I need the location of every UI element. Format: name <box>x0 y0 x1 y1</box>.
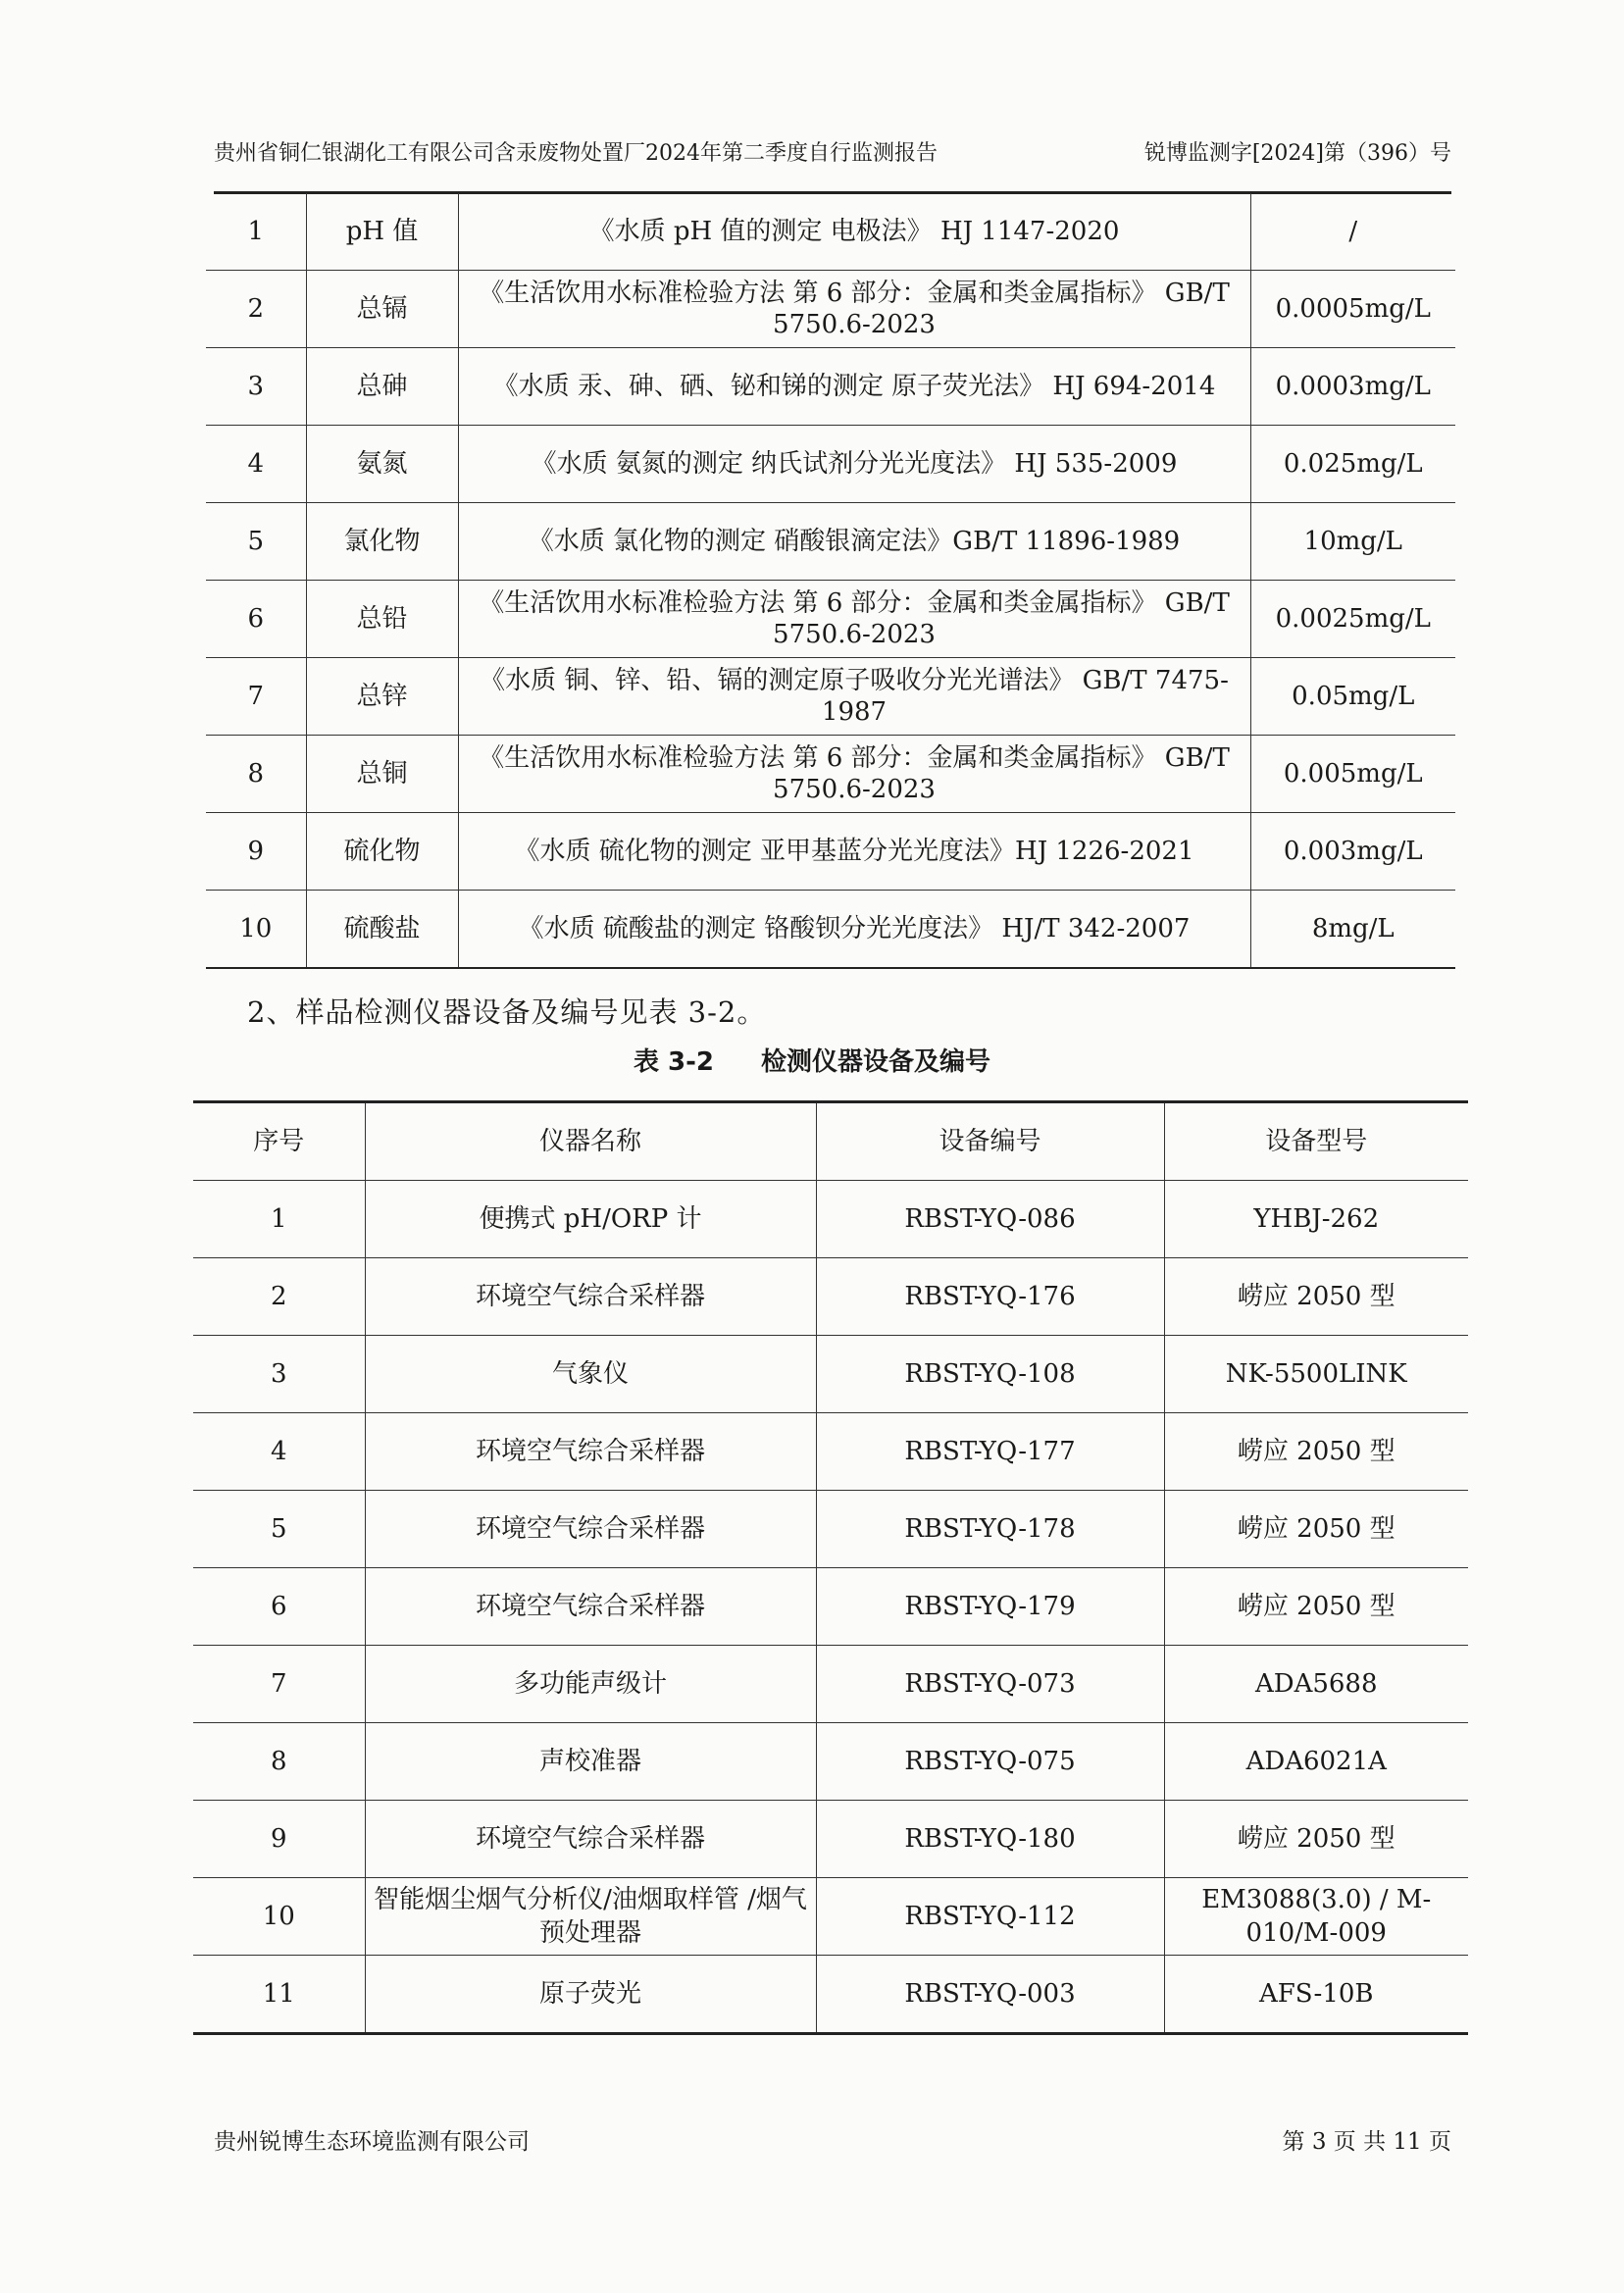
cell-method: 《水质 氯化物的测定 硝酸银滴定法》GB/T 11896-1989 <box>458 503 1250 581</box>
table-row <box>206 348 1455 426</box>
cell-no: 2 <box>193 1258 365 1336</box>
cell-limit: 0.0005mg/L <box>1250 271 1455 348</box>
cell-code: RBST-YQ-178 <box>816 1491 1164 1568</box>
cell-no: 4 <box>193 1413 365 1491</box>
cell-no: 7 <box>193 1646 365 1723</box>
header-cell: 设备型号 <box>1164 1102 1468 1181</box>
cell-limit: 0.005mg/L <box>1250 736 1455 813</box>
cell-model: AFS-10B <box>1164 1956 1468 2034</box>
table-row <box>193 1878 1468 1956</box>
cell-code: RBST-YQ-180 <box>816 1801 1164 1878</box>
table-row <box>193 1801 1468 1878</box>
cell-method: 《水质 硫化物的测定 亚甲基蓝分光光度法》HJ 1226-2021 <box>458 813 1250 891</box>
cell-item: 氯化物 <box>306 503 458 581</box>
cell-no: 5 <box>206 503 306 581</box>
cell-no: 1 <box>193 1181 365 1258</box>
cell-no: 6 <box>193 1568 365 1646</box>
cell-item: 总砷 <box>306 348 458 426</box>
cell-name: 智能烟尘烟气分析仪/油烟取样管 /烟气预处理器 <box>365 1878 816 1956</box>
table-row <box>206 426 1455 503</box>
cell-name: 多功能声级计 <box>365 1646 816 1723</box>
cell-name: 环境空气综合采样器 <box>365 1491 816 1568</box>
cell-no: 4 <box>206 426 306 503</box>
cell-method: 《生活饮用水标准检验方法 第 6 部分：金属和类金属指标》 GB/T 5750.6-2023 <box>458 736 1250 813</box>
cell-name: 环境空气综合采样器 <box>365 1413 816 1491</box>
table-row <box>193 1413 1468 1491</box>
cell-code: RBST-YQ-108 <box>816 1336 1164 1413</box>
table-row <box>206 658 1455 736</box>
cell-no: 3 <box>193 1336 365 1413</box>
cell-method: 《水质 铜、锌、铅、镉的测定原子吸收分光光谱法》 GB/T 7475-1987 <box>458 658 1250 736</box>
report-number: 锐博监测字[2024]第（396）号 <box>1143 141 1451 166</box>
cell-method: 《水质 pH 值的测定 电极法》 HJ 1147-2020 <box>458 193 1250 271</box>
header-cell: 序号 <box>193 1102 365 1181</box>
cell-method: 《生活饮用水标准检验方法 第 6 部分：金属和类金属指标》 GB/T 5750.6-2023 <box>458 581 1250 658</box>
cell-no: 10 <box>206 891 306 969</box>
table-row <box>206 813 1455 891</box>
cell-method: 《水质 汞、砷、硒、铋和锑的测定 原子荧光法》 HJ 694-2014 <box>458 348 1250 426</box>
report-title: 贵州省铜仁银湖化工有限公司含汞废物处置厂2024年第二季度自行监测报告 <box>214 141 938 166</box>
cell-method: 《水质 氨氮的测定 纳氏试剂分光光度法》 HJ 535-2009 <box>458 426 1250 503</box>
table-row <box>206 581 1455 658</box>
instrument-paragraph: 2、样品检测仪器设备及编号见表 3-2。 <box>247 995 767 1029</box>
cell-code: RBST-YQ-086 <box>816 1181 1164 1258</box>
cell-model: 崂应 2050 型 <box>1164 1801 1468 1878</box>
cell-model: ADA6021A <box>1164 1723 1468 1801</box>
cell-code: RBST-YQ-179 <box>816 1568 1164 1646</box>
cell-model: NK-5500LINK <box>1164 1336 1468 1413</box>
table-caption <box>0 1042 1624 1078</box>
table-row <box>193 1336 1468 1413</box>
cell-no: 10 <box>193 1878 365 1956</box>
cell-name: 环境空气综合采样器 <box>365 1801 816 1878</box>
cell-no: 6 <box>206 581 306 658</box>
cell-limit: 8mg/L <box>1250 891 1455 969</box>
cell-model: 崂应 2050 型 <box>1164 1568 1468 1646</box>
cell-item: 总锌 <box>306 658 458 736</box>
cell-name: 便携式 pH/ORP 计 <box>365 1181 816 1258</box>
cell-code: RBST-YQ-003 <box>816 1956 1164 2034</box>
cell-name: 原子荧光 <box>365 1956 816 2034</box>
cell-code: RBST-YQ-075 <box>816 1723 1164 1801</box>
table-row <box>193 1956 1468 2034</box>
cell-no: 8 <box>206 736 306 813</box>
cell-method: 《水质 硫酸盐的测定 铬酸钡分光光度法》 HJ/T 342-2007 <box>458 891 1250 969</box>
cell-code: RBST-YQ-176 <box>816 1258 1164 1336</box>
cell-no: 7 <box>206 658 306 736</box>
cell-limit: 10mg/L <box>1250 503 1455 581</box>
cell-method: 《生活饮用水标准检验方法 第 6 部分：金属和类金属指标》 GB/T 5750.6-2023 <box>458 271 1250 348</box>
cell-no: 9 <box>193 1801 365 1878</box>
cell-model: 崂应 2050 型 <box>1164 1491 1468 1568</box>
cell-no: 5 <box>193 1491 365 1568</box>
table-row <box>206 193 1455 271</box>
cell-limit: 0.0003mg/L <box>1250 348 1455 426</box>
cell-limit: 0.05mg/L <box>1250 658 1455 736</box>
cell-limit: 0.025mg/L <box>1250 426 1455 503</box>
cell-item: 总铅 <box>306 581 458 658</box>
instrument-table <box>193 1100 1468 2035</box>
cell-model: ADA5688 <box>1164 1646 1468 1723</box>
table-row <box>193 1646 1468 1723</box>
table-row <box>193 1258 1468 1336</box>
cell-name: 环境空气综合采样器 <box>365 1258 816 1336</box>
cell-name: 气象仪 <box>365 1336 816 1413</box>
cell-model: YHBJ-262 <box>1164 1181 1468 1258</box>
table-row <box>206 891 1455 969</box>
table-header-row <box>193 1102 1468 1181</box>
cell-no: 8 <box>193 1723 365 1801</box>
cell-model: EM3088(3.0) / M-010/M-009 <box>1164 1878 1468 1956</box>
cell-no: 3 <box>206 348 306 426</box>
cell-no: 11 <box>193 1956 365 2034</box>
table-caption-number: 表 3-2 <box>633 1047 714 1077</box>
cell-model: 崂应 2050 型 <box>1164 1258 1468 1336</box>
cell-model: 崂应 2050 型 <box>1164 1413 1468 1491</box>
cell-no: 1 <box>206 193 306 271</box>
cell-item: 硫酸盐 <box>306 891 458 969</box>
cell-item: 氨氮 <box>306 426 458 503</box>
cell-item: 总镉 <box>306 271 458 348</box>
table-row <box>193 1491 1468 1568</box>
cell-code: RBST-YQ-073 <box>816 1646 1164 1723</box>
cell-code: RBST-YQ-112 <box>816 1878 1164 1956</box>
cell-code: RBST-YQ-177 <box>816 1413 1164 1491</box>
cell-item: 硫化物 <box>306 813 458 891</box>
footer-company: 贵州锐博生态环境监测有限公司 <box>214 2129 530 2155</box>
cell-name: 声校准器 <box>365 1723 816 1801</box>
cell-limit: 0.003mg/L <box>1250 813 1455 891</box>
cell-item: pH 值 <box>306 193 458 271</box>
table-row <box>206 271 1455 348</box>
table-row <box>193 1723 1468 1801</box>
method-table <box>206 193 1455 969</box>
table-row <box>193 1568 1468 1646</box>
cell-item: 总铜 <box>306 736 458 813</box>
table-caption-title: 检测仪器设备及编号 <box>761 1047 991 1077</box>
header-cell: 设备编号 <box>816 1102 1164 1181</box>
cell-no: 2 <box>206 271 306 348</box>
header-cell: 仪器名称 <box>365 1102 816 1181</box>
cell-limit: / <box>1250 193 1455 271</box>
cell-limit: 0.0025mg/L <box>1250 581 1455 658</box>
cell-no: 9 <box>206 813 306 891</box>
table-row <box>193 1181 1468 1258</box>
cell-name: 环境空气综合采样器 <box>365 1568 816 1646</box>
page-header <box>214 132 1451 166</box>
table-row <box>206 503 1455 581</box>
table-row <box>206 736 1455 813</box>
footer-page-info: 第 3 页 共 11 页 <box>1282 2129 1451 2155</box>
